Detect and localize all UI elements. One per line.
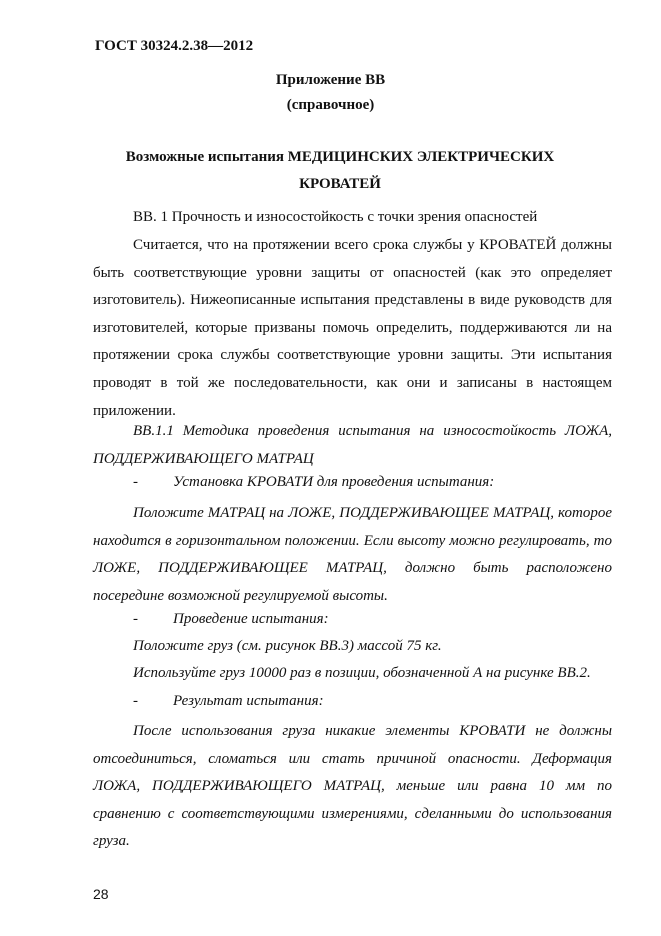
paragraph-bb11-heading: ВВ.1.1 Методика проведения испытания на износостойкость ЛОЖА, ПОДДЕРЖИВАЮЩЕГО МАТРАЦ	[93, 423, 612, 467]
appendix-title: Приложение ВВ	[275, 72, 386, 88]
appendix-subtitle: (справочное)	[286, 97, 375, 113]
procedure-line-1: Положите груз (см. рисунок ВВ.3) массой 75 кг.	[133, 638, 442, 654]
paragraph-intro: Считается, что на протяжении всего срока службы у КРОВАТЕЙ должны быть соответствующие уровни защиты от опасностей (как это определяет изготовитель). Нижеописанные испытания представлены в виде руководств для изготовителей, которые призваны помочь определить, поддерживаются ли на протяжении срока службы соответствующие уровни защиты. Эти испытания проводят в той же последовательности, как они и записаны в настоящем приложении.	[93, 237, 612, 419]
list-item-result-text: После использования груза никакие элементы КРОВАТИ не должны отсоединиться, сломаться или стать причиной опасности. Деформация ЛОЖА, ПОДДЕРЖИВАЮЩЕГО МАТРАЦ, меньше или равна 10 мм по сравнению с соответствующими измерениями, сделанными до использования груза.	[93, 723, 612, 850]
list-dash-2: -	[133, 611, 138, 627]
procedure-line-2: Используйте груз 10000 раз в позиции, обозначенной А на рисунке ВВ.2.	[133, 665, 591, 681]
list-dash-1: -	[133, 474, 138, 490]
section-title-line1: Возможные испытания МЕДИЦИНСКИХ ЭЛЕКТРИЧЕСКИХ	[125, 149, 555, 165]
list-item-setup-label: Установка КРОВАТИ для проведения испытания:	[173, 474, 495, 490]
list-item-procedure-label: Проведение испытания:	[173, 611, 329, 627]
standard-number: ГОСТ 30324.2.38—2012	[95, 38, 254, 54]
list-dash-3: -	[133, 693, 138, 709]
list-item-setup-text: Положите МАТРАЦ на ЛОЖЕ, ПОДДЕРЖИВАЮЩЕЕ МАТРАЦ, которое находится в горизонтальном положении. Если высоту можно регулировать, то ЛОЖЕ, ПОДДЕРЖИВАЮЩЕЕ МАТРАЦ, должно быть расположено посередине возможной регулируемой высоты.	[93, 505, 612, 604]
page-number: 28	[93, 886, 109, 902]
paragraph-bb1-heading: ВВ. 1 Прочность и износостойкость с точки зрения опасностей	[133, 209, 538, 225]
list-item-result-label: Результат испытания:	[173, 693, 324, 709]
section-title-line2: КРОВАТЕЙ	[299, 176, 381, 192]
